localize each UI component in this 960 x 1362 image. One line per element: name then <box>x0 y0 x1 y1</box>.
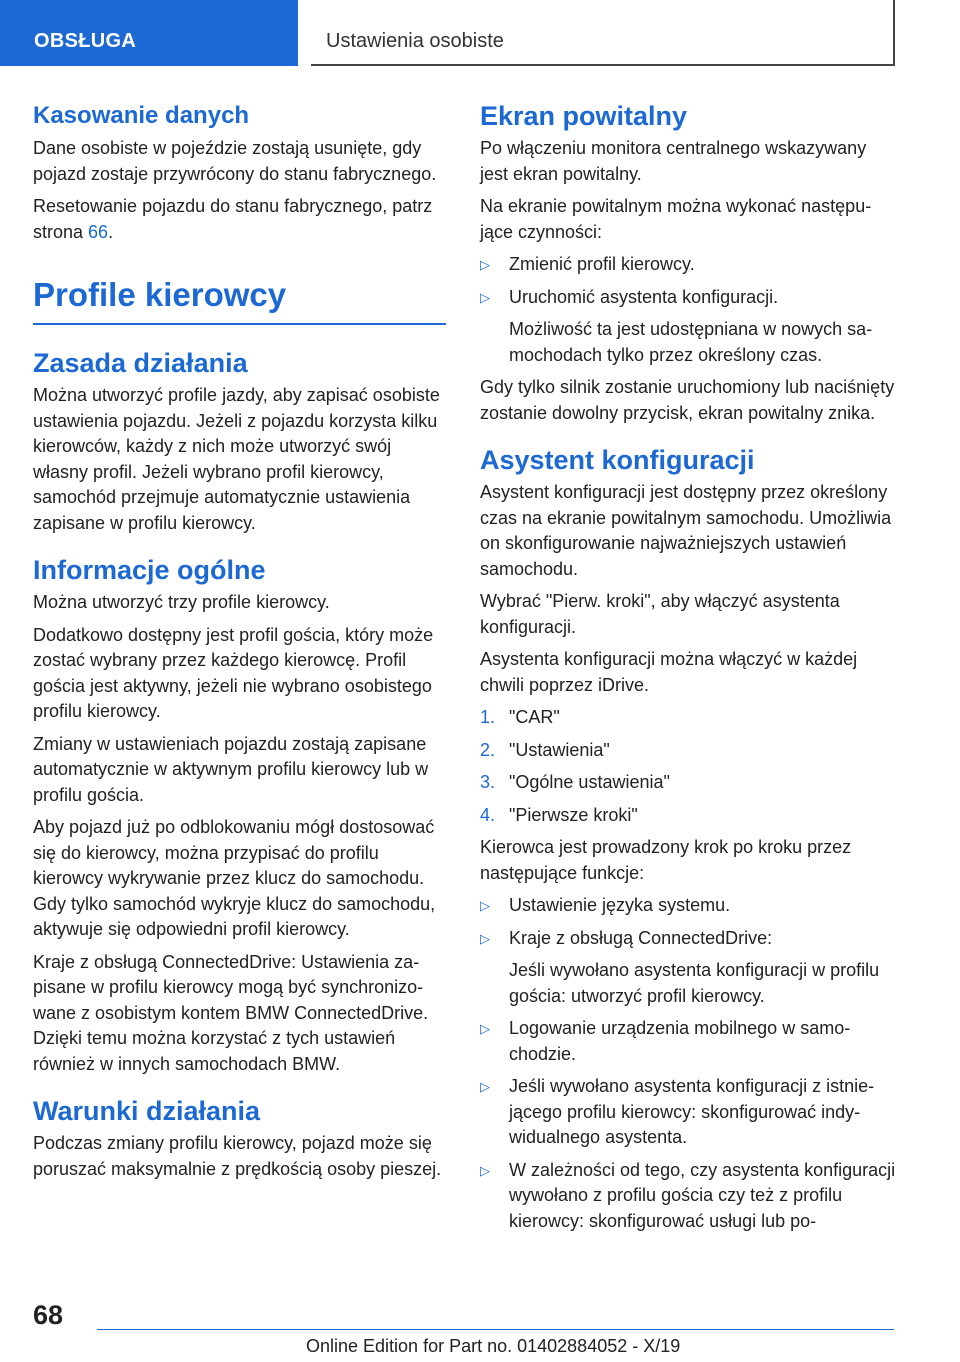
paragraph: Zmiany w ustawieniach pojazdu zostają zapisane automatycznie w aktywnym profilu kierowcy lub w profilu gościa. <box>33 733 429 805</box>
paragraph: Aby pojazd już po odblokowaniu mógł dostosować się do kierowcy, można przypisać do profilu kierowcy wykrywanie przez klucz do samochodu. Gdy tylko samochód wykryje klucz do samochodu, aktywuje się odpowiedni profil kierowcy. <box>33 817 436 939</box>
heading-profile: Profile kierowcy <box>33 273 446 325</box>
step-number: 2. <box>480 739 496 760</box>
paragraph: Dane osobiste w pojeździe zostają usunięte, gdy pojazd zostaje przywrócony do stanu fabrycznego. <box>33 138 437 184</box>
paragraph: Na ekranie powitalnym można wykonać następujące czynności: <box>480 196 872 242</box>
paragraph: Asystent konfiguracji jest dostępny przez określony czas na ekranie powitalnym samochodu. Umożliwia on skonfigurowanie najważniejszych ustawień samochodu. <box>480 482 892 579</box>
paragraph-with-link <box>33 194 446 245</box>
step-text: "CAR" <box>509 707 560 727</box>
page-header <box>0 0 960 66</box>
triangle-bullet-icon: ▷ <box>480 1021 490 1036</box>
list-item <box>480 285 896 311</box>
list-item-note: Możliwość ta jest udostępniana w nowych samochodach tylko przez określony czas. <box>509 319 873 365</box>
paragraph: Podczas zmiany profilu kierowcy, pojazd może się poruszać maksymalnie z prędkością osoby pieszej. <box>33 1133 442 1179</box>
triangle-bullet-icon: ▷ <box>480 930 490 946</box>
step-number: 1. <box>480 707 496 727</box>
list-item-text: Ustawienie języka systemu. <box>509 895 731 915</box>
step-number: 3. <box>480 772 496 792</box>
paragraph: Asystenta konfiguracji można włączyć w każdej chwili poprzez iDrive. <box>480 649 858 695</box>
paragraph: Po włączeniu monitora centralnego wskazywany jest ekran powitalny. <box>480 138 867 184</box>
step-text: "Pierwsze kroki" <box>509 804 638 825</box>
paragraph: Można utworzyć trzy profile kierowcy. <box>33 592 330 612</box>
step-text: "Ustawienia" <box>509 739 610 760</box>
list-item <box>480 926 896 952</box>
triangle-bullet-icon: ▷ <box>480 289 490 305</box>
page-number: 68 <box>33 1300 64 1330</box>
paragraph: Gdy tylko silnik zostanie uruchomiony lub naciśnięty zostanie dowolny przycisk, ekran powitalny znika. <box>480 377 895 423</box>
triangle-bullet-icon: ▷ <box>480 898 490 913</box>
step-item <box>480 803 896 829</box>
list-item <box>480 1074 896 1151</box>
list-item <box>480 1158 896 1235</box>
page-link[interactable]: 66 <box>88 221 109 242</box>
triangle-bullet-icon: ▷ <box>480 257 490 272</box>
list-item-text: Kraje z obsługą ConnectedDrive: <box>509 927 773 948</box>
triangle-bullet-icon: ▷ <box>480 1079 490 1094</box>
left-column <box>33 98 446 1189</box>
footer-divider <box>97 1329 894 1330</box>
edition-note: Online Edition for Part no. 01402884052 - X/19 <box>306 1336 681 1356</box>
paragraph: Wybrać "Pierw. kroki", aby włączyć asystenta konfiguracji. <box>480 591 840 637</box>
step-number: 4. <box>480 804 496 825</box>
paragraph: Można utworzyć profile jazdy, aby zapisać osobiste ustawienia pojazdu. Jeżeli z pojazdu korzysta kilku kierowców, każdy z nich może utworzyć swój własny profil. Jeżeli wybrano profil kierowcy, samochód przejmuje automatycznie ustawienia zapisane w profilu kierowcy. <box>33 385 440 533</box>
heading-warunki: Warunki działania <box>33 1096 261 1126</box>
list-item-text: Jeśli wywołano asystenta konfiguracji z istniejącego profilu kierowcy: skonfigurować indywidualnego asystenta. <box>509 1076 875 1147</box>
section-label: OBSŁUGA <box>34 30 137 52</box>
heading-asystent: Asystent konfiguracji <box>480 445 755 475</box>
chapter-title: Ustawienia osobiste <box>326 30 504 52</box>
list-item-text: W zależności od tego, czy asystenta konfiguracji wywołano z profilu gościa czy też z profilu kierowcy: skonfigurować usługi lub po- <box>509 1159 896 1231</box>
list-item-text: Uruchomić asystenta konfiguracji. <box>509 286 779 307</box>
heading-kasowanie: Kasowanie danych <box>33 102 250 129</box>
right-column <box>480 98 896 1241</box>
paragraph: Kierowca jest prowadzony krok po kroku przez następujące funkcje: <box>480 837 852 883</box>
heading-ekran: Ekran powitalny <box>480 101 688 131</box>
step-item <box>480 770 896 796</box>
list-item-text: Zmienić profil kierowcy. <box>509 254 695 274</box>
step-text: "Ogólne ustawienia" <box>509 772 670 792</box>
list-item <box>480 1016 896 1067</box>
list-item-text: Logowanie urządzenia mobilnego w samochodzie. <box>509 1018 851 1064</box>
step-item <box>480 705 896 731</box>
list-item-note: Jeśli wywołano asystenta konfiguracji w profilu gościa: utworzyć profil kierowcy. <box>509 960 880 1006</box>
step-item <box>480 738 896 764</box>
text: Resetowanie pojazdu do stanu fabrycznego, patrz strona <box>33 196 433 242</box>
list-item <box>480 252 896 278</box>
heading-zasada: Zasada działania <box>33 348 248 378</box>
text: . <box>108 221 114 242</box>
heading-info: Informacje ogólne <box>33 555 266 585</box>
chapter-box <box>311 0 895 66</box>
list-item <box>480 893 896 919</box>
triangle-bullet-icon: ▷ <box>480 1162 490 1178</box>
paragraph: Kraje z obsługą ConnectedDrive: Ustawienia zapisane w profilu kierowcy mogą być synchronizowane z osobistym kontem BMW ConnectedDrive. Dzięki temu można korzystać z tych ustawień również w innych samochodach BMW. <box>33 951 429 1074</box>
section-tab <box>0 0 298 66</box>
paragraph: Dodatkowo dostępny jest profil gościa, który może zostać wybrany przez każdego kierowcę. Profil gościa jest aktywny, jeżeli nie wybrano osobistego profilu kierowcy. <box>33 624 434 721</box>
